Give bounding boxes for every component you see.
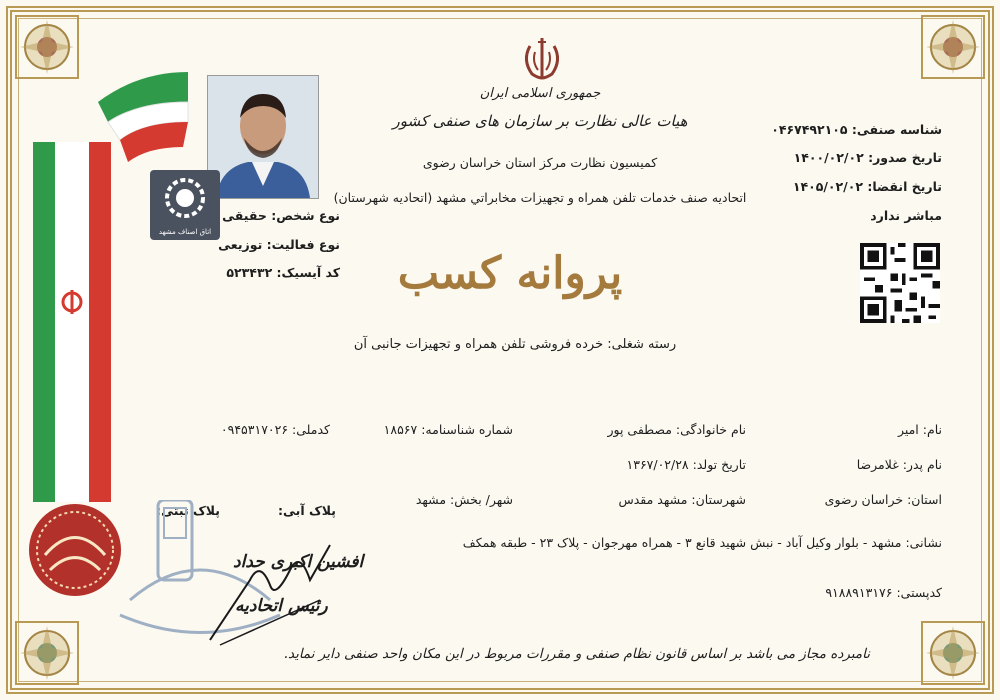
business-category: رسته شغلی: خرده فروشی تلفن همراه و تجهیزات جانبی آن — [353, 337, 677, 352]
corner-ornament-icon — [918, 12, 988, 82]
county: شهرستان: مشهد مقدس — [618, 492, 746, 507]
signer-title: رئیس اتحادیه — [235, 596, 328, 616]
commission-title: کمیسیون نظارت مرکز استان خراسان رضوی — [422, 155, 658, 170]
corner-ornament-icon — [918, 618, 988, 688]
province: استان: خراسان رضوی — [824, 492, 942, 507]
union-title: اتحادیه صنف خدمات تلفن همراه و تجهیزات مخابراتي مشهد (اتحادیه شهرستان) — [333, 190, 747, 205]
isic-code: کد آیسیک: ۵۲۳۴۳۲ — [226, 265, 340, 280]
iran-flag-ribbon — [28, 62, 208, 512]
logo-text: اتاق اصناف مشهد — [158, 228, 212, 236]
postal-code: کدپستی: ۹۱۸۸۹۱۳۱۷۶ — [825, 585, 942, 600]
qr-code — [860, 243, 940, 323]
guild-chamber-logo — [150, 170, 220, 240]
guild-id: شناسه صنفی: ۰۴۶۷۴۹۲۱۰۵ — [771, 122, 942, 137]
last-name: نام خانوادگی: مصطفی پور — [607, 422, 746, 437]
blue-plate: پلاک آبی: — [278, 503, 336, 518]
first-name: نام: امیر — [897, 422, 942, 437]
expiry-date: تاریخ انقضا: ۱۴۰۵/۰۲/۰۲ — [792, 179, 942, 194]
bottom-note: نامبرده مجاز می باشد بر اساس قانون نظام صنفی و مقررات مربوط در این مکان واحد صنفی دایر نماید. — [283, 646, 870, 662]
person-type: نوع شخص: حقیقی — [222, 208, 340, 223]
board-title: هیات عالی نظارت بر سازمان های صنفی کشور — [392, 112, 688, 130]
id-number: شماره شناسنامه: ۱۸۵۶۷ — [383, 422, 513, 437]
issue-date: تاریخ صدور: ۱۴۰۰/۰۲/۰۲ — [793, 150, 942, 165]
operator-status: مباشر ندارد — [870, 208, 942, 223]
iran-emblem-icon — [520, 34, 564, 84]
activity-type: نوع فعالیت: توزیعی — [218, 237, 340, 252]
holder-photo — [207, 75, 319, 199]
city: شهر/ بخش: مشهد — [415, 492, 513, 507]
license-title: پروانه کسب — [397, 248, 623, 299]
country-title: جمهوری اسلامی ایران — [479, 86, 601, 101]
father-name: نام پدر: غلامرضا — [856, 457, 942, 472]
registered-plate: پلاک ثبتی: — [156, 503, 220, 518]
address: نشانی: مشهد - بلوار وکیل آباد - نبش شهید قانع ۳ - همراه مهرجوان - پلاک ۲۳ - طبقه همکف — [462, 535, 942, 550]
corner-ornament-icon — [12, 618, 82, 688]
national-code: کدملی: ۰۹۴۵۳۱۷۰۲۶ — [220, 422, 330, 437]
signer-name: افشین اکبری حداد — [233, 552, 364, 572]
signature-scribble — [200, 540, 340, 650]
birth-date: تاریخ تولد: ۱۳۶۷/۰۲/۲۸ — [626, 457, 746, 472]
